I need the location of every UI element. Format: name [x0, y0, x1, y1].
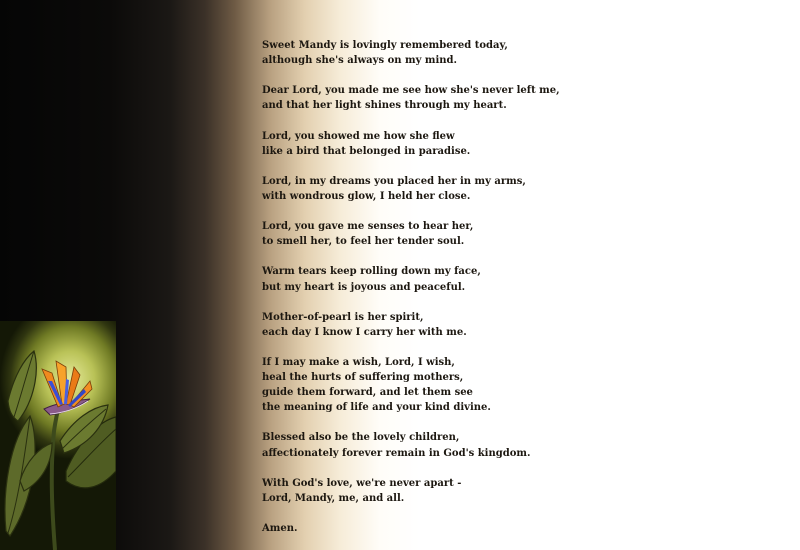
poem-line: each day I know I carry her with me. [262, 326, 467, 338]
poem-line: Sweet Mandy is lovingly remembered today, [262, 40, 508, 51]
poem-line: affectionately forever remain in God's kingdom. [262, 447, 531, 459]
poem-line: Mother-of-pearl is her spirit, [262, 311, 424, 323]
poem-line: Warm tears keep rolling down my face, [262, 266, 481, 278]
poem-line: guide them forward, and let them see [262, 387, 473, 399]
poem-line: although she's always on my mind. [262, 55, 457, 67]
bird-of-paradise-image [0, 321, 116, 550]
poem-line: with wondrous glow, I held her close. [262, 190, 471, 202]
poem [262, 38, 682, 550]
poem-line: Lord, in my dreams you placed her in my arms, [262, 175, 526, 187]
poem-line: the meaning of life and your kind divine. [262, 402, 491, 414]
poem-line: Dear Lord, you made me see how she's never left me, [262, 85, 560, 97]
stanza [262, 476, 682, 506]
poem-line: heal the hurts of suffering mothers, [262, 372, 464, 384]
stanza [262, 355, 682, 415]
poem-line: but my heart is joyous and peaceful. [262, 281, 466, 293]
stanza [262, 430, 682, 460]
poem-line: Lord, you gave me senses to hear her, [262, 221, 474, 233]
stanza [262, 219, 682, 249]
poem-closing-line: Amen. [262, 523, 298, 534]
poem-line: If I may make a wish, Lord, I wish, [262, 356, 455, 368]
poem-line: and that her light shines through my heart. [262, 100, 507, 112]
stanza [262, 310, 682, 340]
poem-line: Lord, you showed me how she flew [262, 130, 455, 142]
stanza [262, 38, 682, 68]
stanza-closing [262, 521, 682, 536]
stanza [262, 174, 682, 204]
poem-line: Lord, Mandy, me, and all. [262, 492, 405, 504]
poem-line: Blessed also be the lovely children, [262, 432, 460, 444]
poem-line: to smell her, to feel her tender soul. [262, 236, 465, 248]
stanza [262, 264, 682, 294]
stanza [262, 83, 682, 113]
poem-line: With God's love, we're never apart - [262, 477, 462, 489]
bird-of-paradise-flower-icon [0, 321, 116, 550]
stanza [262, 129, 682, 159]
poem-line: like a bird that belonged in paradise. [262, 145, 471, 157]
